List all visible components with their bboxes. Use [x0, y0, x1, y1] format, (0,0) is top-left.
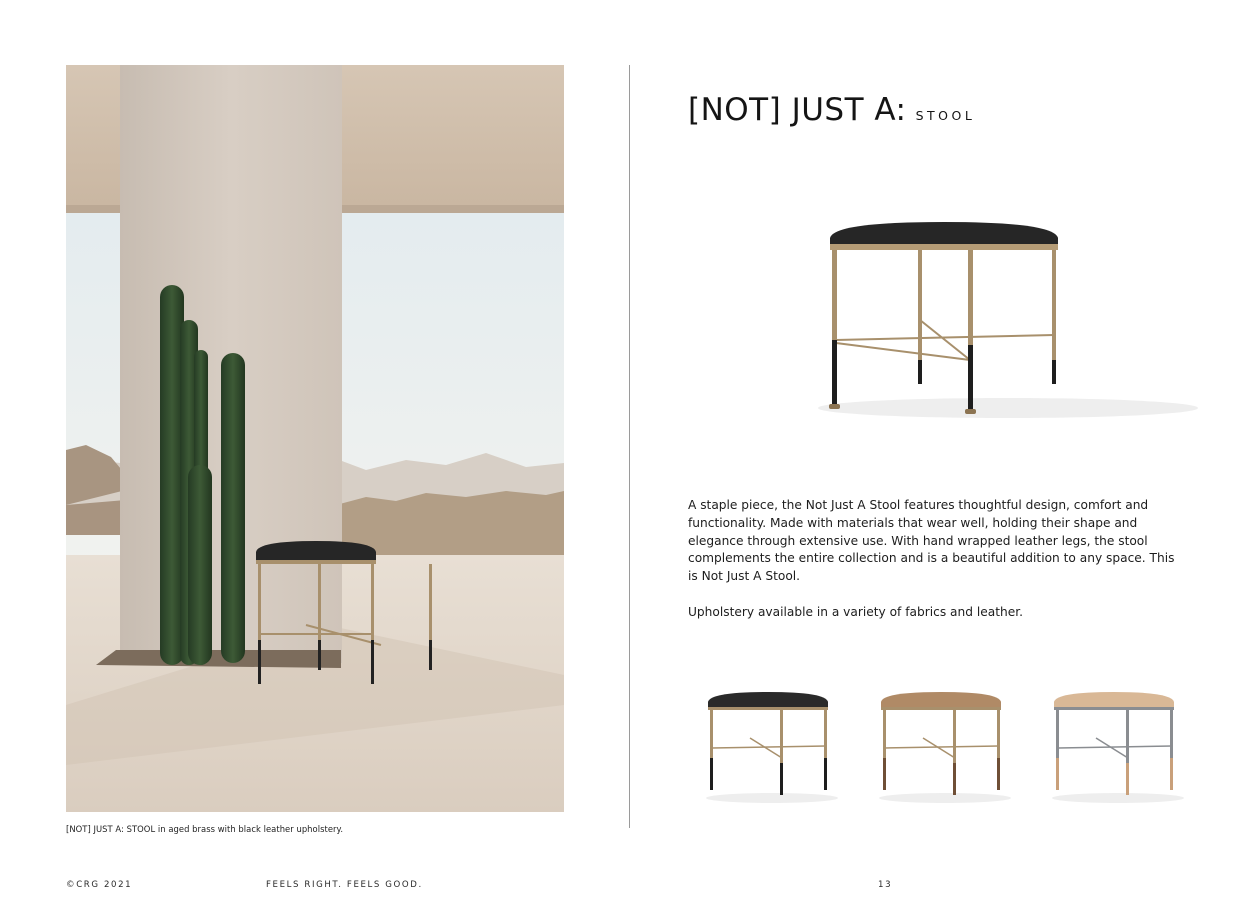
lifestyle-photo [66, 65, 564, 812]
variant-stool-black-leather [700, 688, 840, 808]
variant-svg-1 [700, 688, 840, 808]
title-main: [NOT] JUST A: [688, 92, 907, 128]
variant-svg-3 [1046, 688, 1186, 808]
variant-stool-tan-leather [873, 688, 1013, 808]
description-paragraph: Upholstery available in a variety of fabrics and leather. [688, 604, 1023, 619]
variant-stool-light-leather [1046, 688, 1186, 808]
footer-copyright: ©CRG 2021 [66, 880, 133, 890]
hero-stool-image [798, 210, 1198, 430]
title-sub: STOOL [915, 108, 976, 123]
page-title [688, 92, 975, 128]
variant-svg-2 [873, 688, 1013, 808]
description-paragraph: A staple piece, the Not Just A Stool features thoughtful design, comfort and functionality. Made with materials that wear well, holding their shape and elegance through extensive use. With hand wrapped leather legs, the stool complements the entire collection and is a beautiful addition to any space. This is Not Just A Stool. [688, 498, 1175, 584]
footer-tagline: FEELS RIGHT. FEELS GOOD. [266, 880, 423, 890]
page-number: 13 [878, 880, 893, 890]
product-description [688, 497, 1188, 640]
page-divider [629, 65, 630, 828]
photo-caption: [NOT] JUST A: STOOL in aged brass with black leather upholstery. [66, 824, 344, 834]
